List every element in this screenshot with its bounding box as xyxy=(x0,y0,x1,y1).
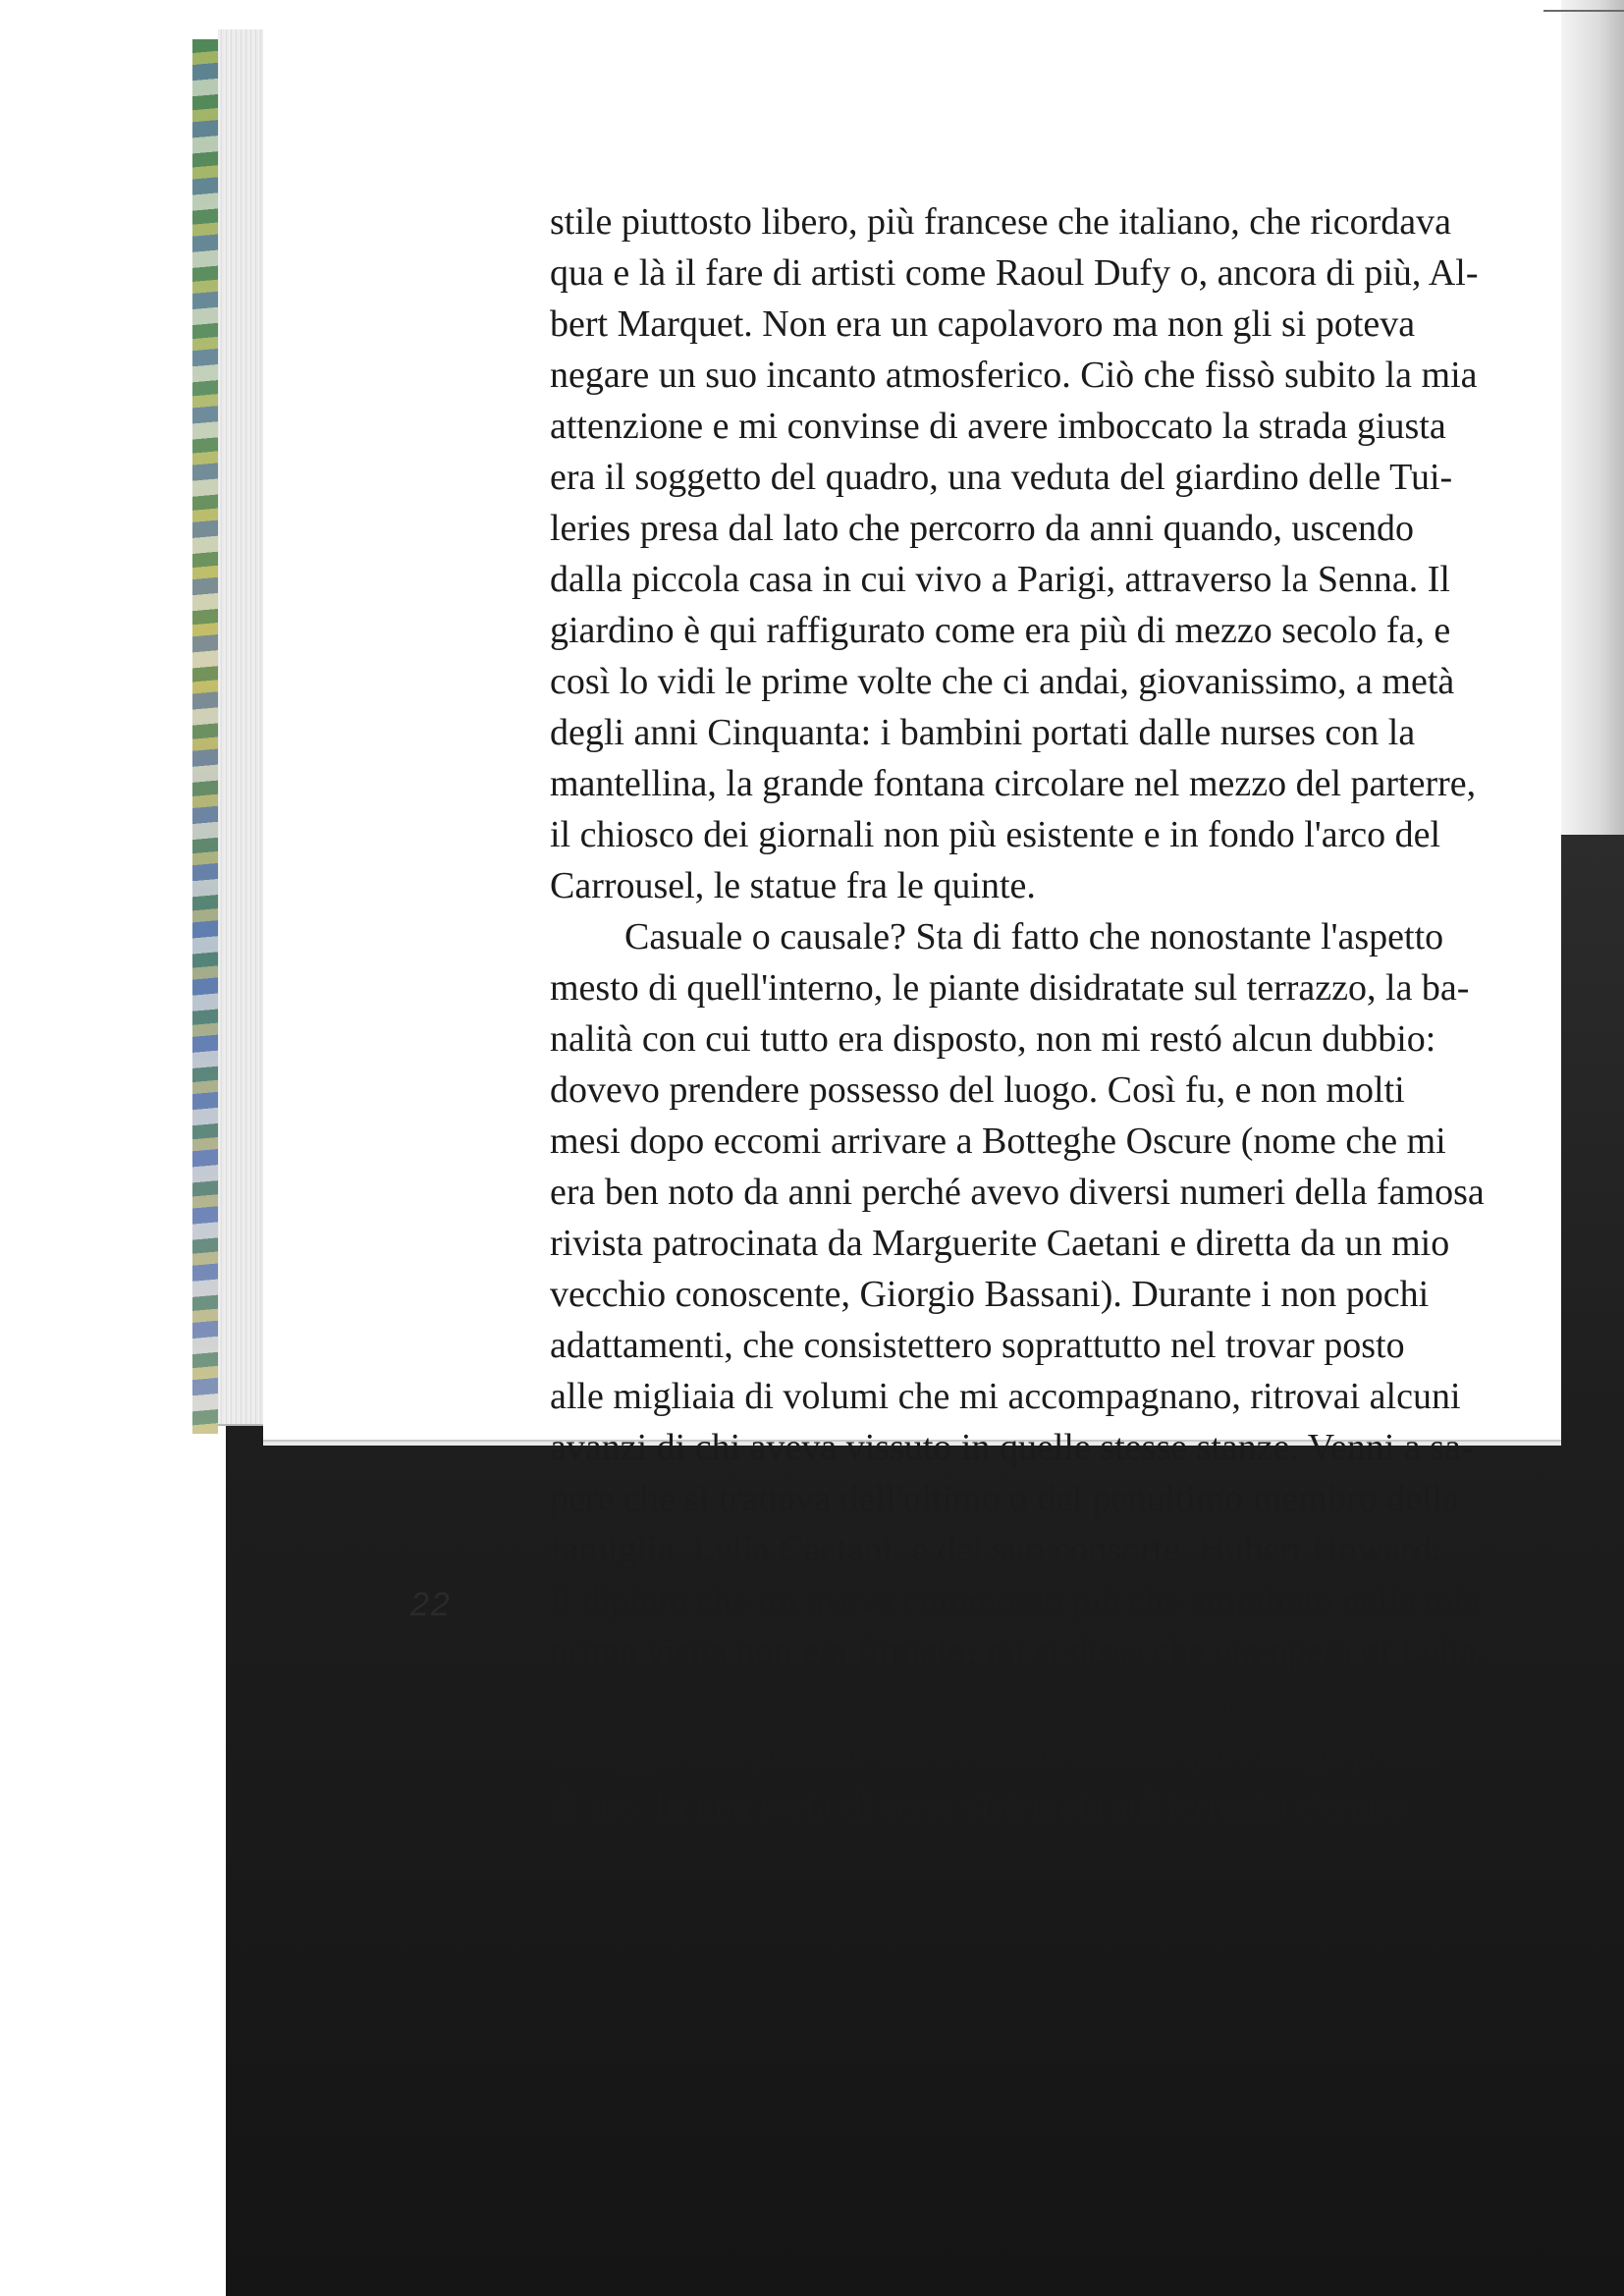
text-line: Il dipinto che mi aveva commosso più che ammirato nella mia xyxy=(550,1580,1481,1621)
page-edges xyxy=(218,29,267,1426)
text-line: pere che si trattava dell'ultimo o del penultimo membro della xyxy=(550,1478,1459,1519)
text-line: rivista patrocinata da Marguerite Caetani e diretta da un mio xyxy=(550,1223,1450,1264)
text-line: vecchio conoscente, Giorgio Bassani). Durante i non pochi xyxy=(550,1274,1430,1315)
book-cover-edge xyxy=(192,39,218,1434)
text-line: omaggio alle persone che avevano abitato quel luogo prima xyxy=(550,1733,1439,1775)
text-line: nalità con cui tutto era disposto, non mi restó alcun dubbio: xyxy=(550,1018,1436,1060)
text-line: qua e là il fare di artisti come Raoul Dufy o, ancora di più, Al- xyxy=(550,252,1479,294)
page-number: 22 xyxy=(410,1586,452,1623)
text-line: dovevo prendere possesso del luogo. Così fu, e non molti xyxy=(550,1069,1405,1111)
text-line: attenzione e mi convinse di avere imboccato la strada giusta xyxy=(550,406,1446,447)
text-line: così lo vidi le prime volte che ci andai, giovanissimo, a metà xyxy=(550,661,1455,702)
text-line: degli anni Cinquanta: i bambini portati dalle nurses con la xyxy=(550,712,1416,753)
body-text xyxy=(550,196,1486,1831)
text-line: giardino è qui raffigurato come era più di mezzo secolo fa, e xyxy=(550,610,1451,651)
scan-edge-line xyxy=(1543,10,1624,12)
text-line: prima visita non era firmato; mi si disse che era opera di Lelia. xyxy=(550,1631,1486,1672)
text-line: mesi dopo eccomi arrivare a Botteghe Oscure (nome che mi xyxy=(550,1121,1446,1162)
text-line: adattamenti, che consistettero soprattutto nel trovar posto xyxy=(550,1325,1405,1366)
text-line: mesto di quell'interno, le piante disidratate sul terrazzo, la ba- xyxy=(550,967,1470,1009)
text-line: avanzi di chi aveva vissuto in quelle stesse stanze. Venni a sa- xyxy=(550,1427,1474,1468)
text-line: di me. In una sorta di serra sistemata sul terrazzo c'erano xyxy=(550,1784,1404,1826)
text-line: bert Marquet. Non era un capolavoro ma non gli si poteva xyxy=(550,303,1416,345)
text-line: leries presa dal lato che percorro da anni quando, uscendo xyxy=(550,508,1414,549)
text-line: era il soggetto del quadro, una veduta del giardino delle Tui- xyxy=(550,457,1453,498)
text-line: Casuale o causale? Sta di fatto che nonostante l'aspetto xyxy=(624,916,1444,957)
text-line: alle migliaia di volumi che mi accompagnano, ritrovai alcuni xyxy=(550,1376,1461,1417)
text-line: era ben noto da anni perché avevo diversi numeri della famosa xyxy=(550,1172,1485,1213)
text-line: dalla piccola casa in cui vivo a Parigi, attraverso la Senna. Il xyxy=(550,559,1450,600)
text-line: stile piuttosto libero, più francese che italiano, che ricordava xyxy=(550,201,1451,243)
text-line: mantellina, la grande fontana circolare nel mezzo del parterre, xyxy=(550,763,1477,804)
text-line: Carrousel, le statue fra le quinte. xyxy=(550,865,1036,906)
text-line: Chiesi di tenerlo in casa come talismano, o, meglio, come xyxy=(550,1682,1412,1723)
scan-right-edge xyxy=(1561,0,1624,835)
text-line: famiglia, Lelia Caetani, e del suo consorte, Hubert Howard. xyxy=(550,1529,1441,1570)
text-line: il chiosco dei giornali non più esistente e in fondo l'arco del xyxy=(550,814,1441,855)
text-line: negare un suo incanto atmosferico. Ciò che fissò subito la mia xyxy=(550,355,1478,396)
